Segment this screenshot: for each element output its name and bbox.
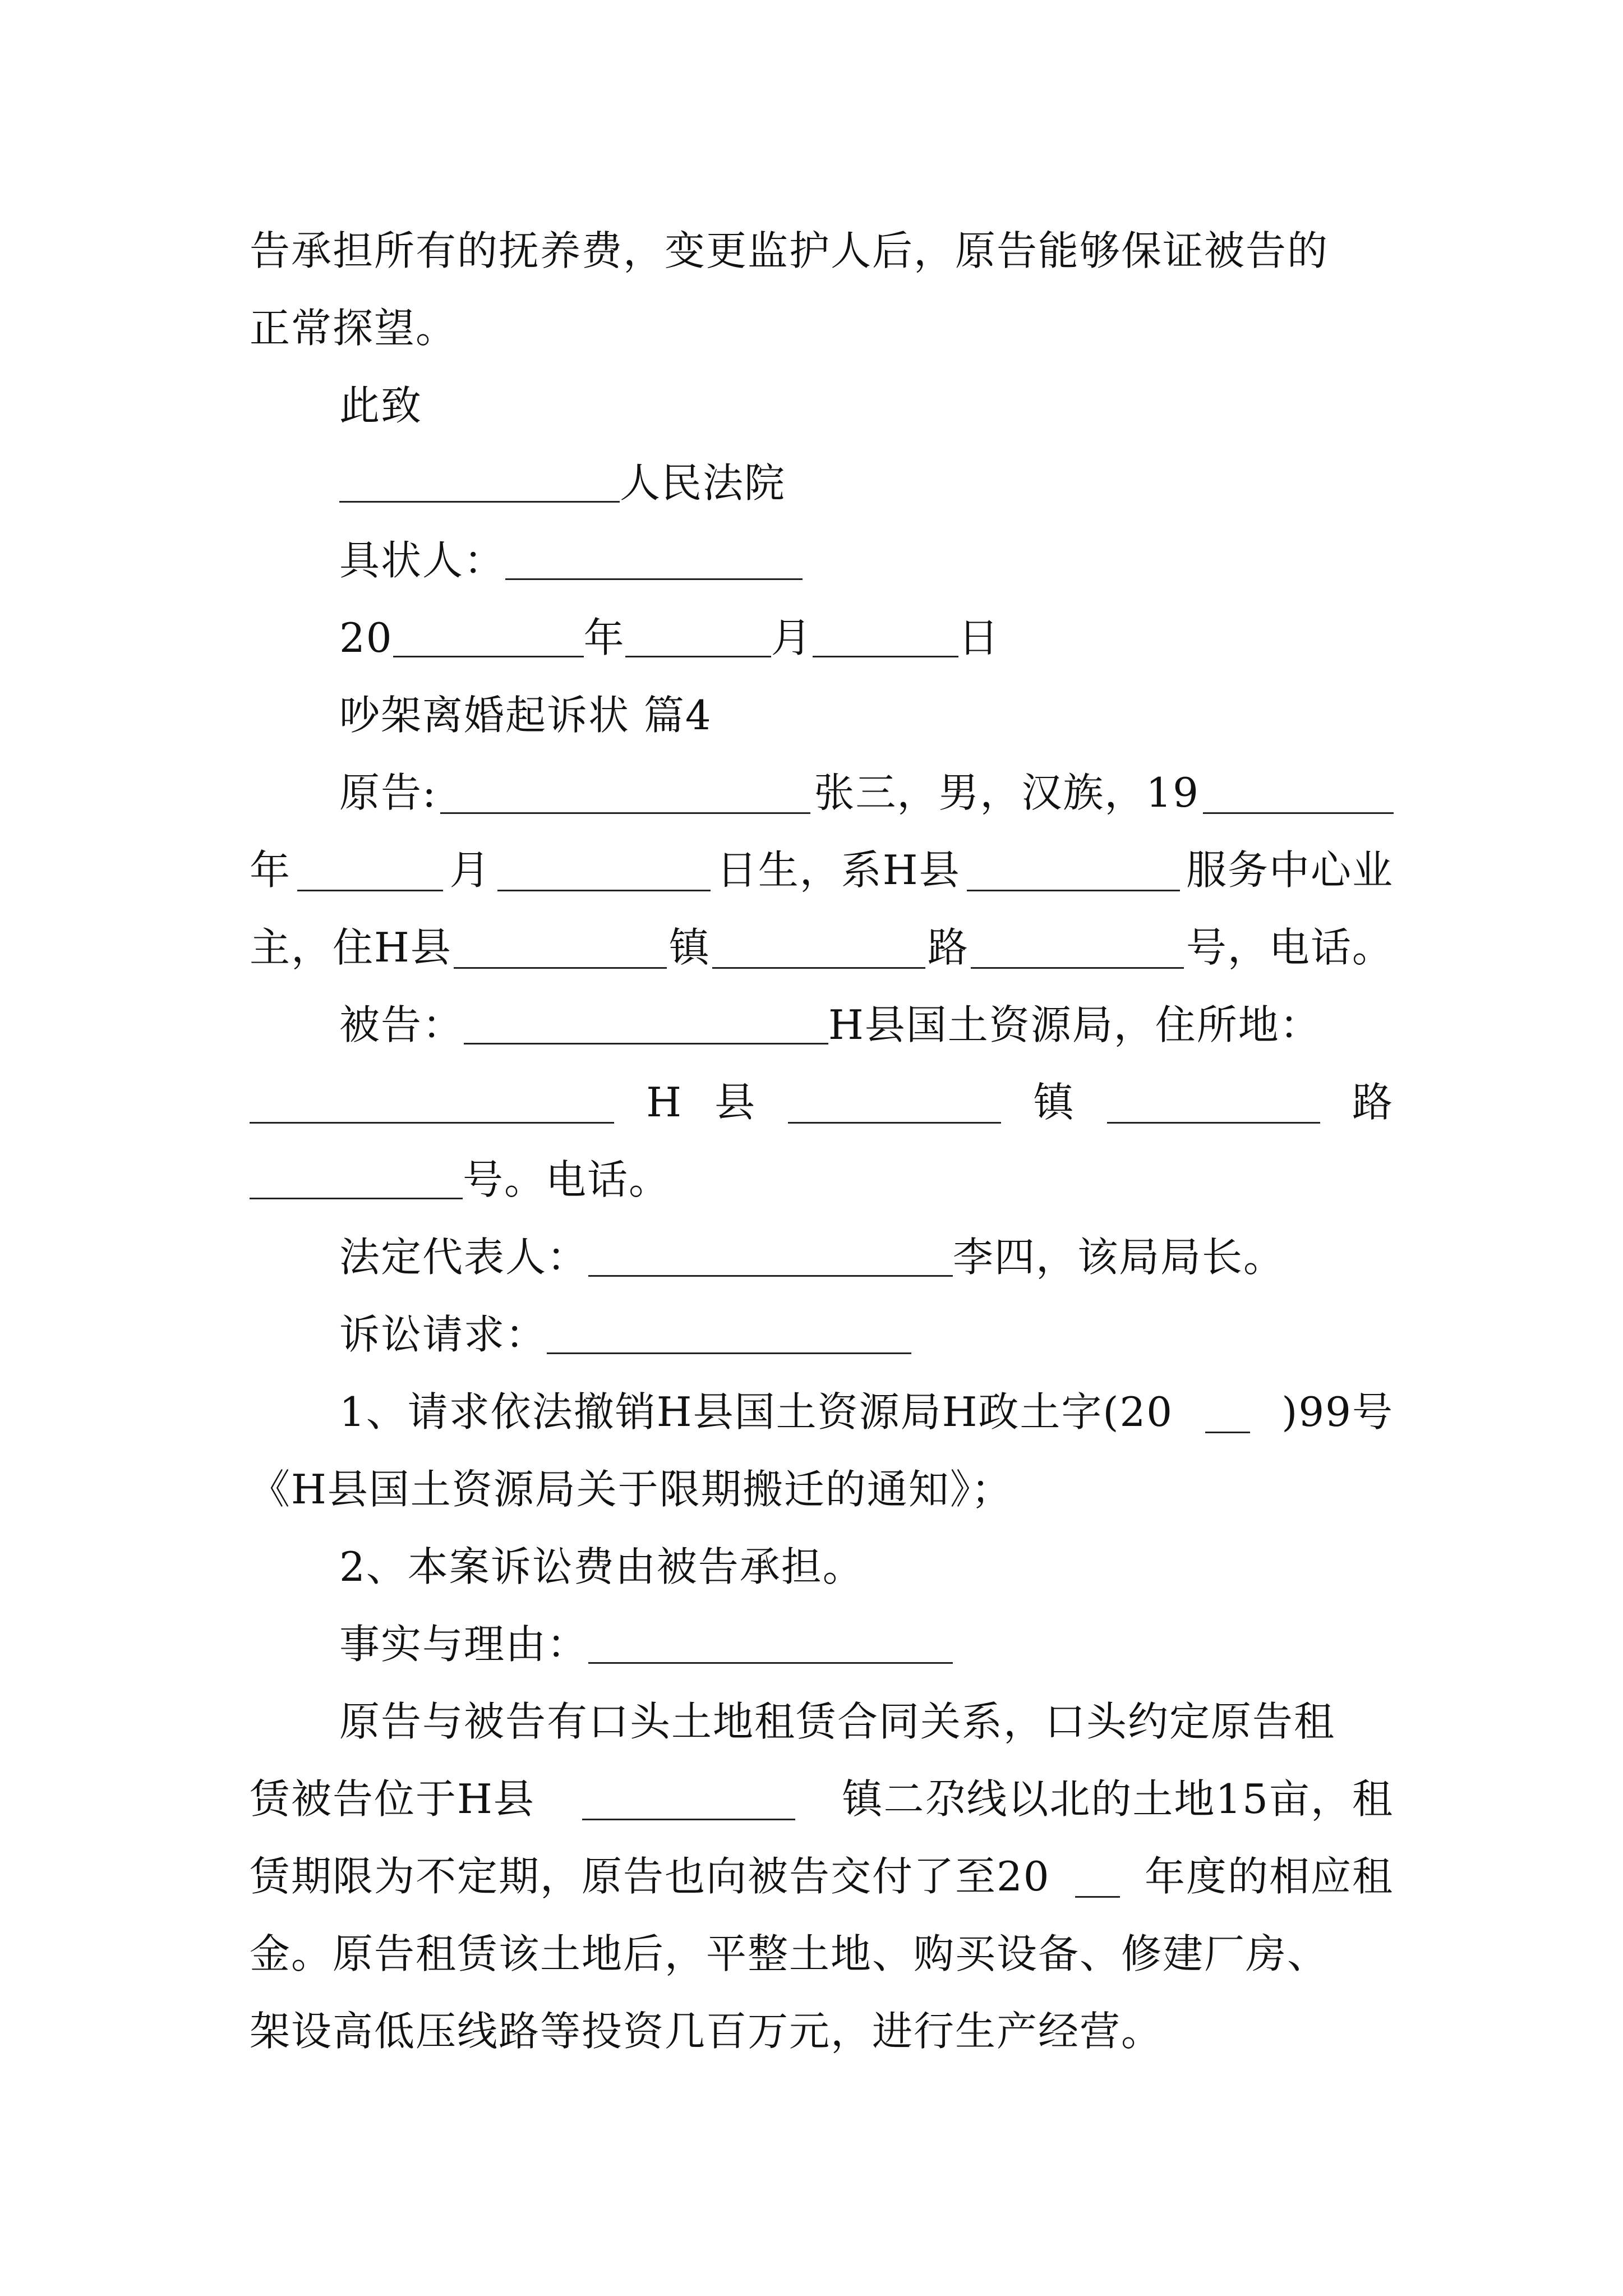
text: 正常探望。: [250, 305, 458, 352]
text: 20: [339, 614, 393, 661]
text: )99号: [1281, 1388, 1394, 1435]
fill-blank: [1203, 772, 1394, 814]
paragraph-line: [250, 1451, 1394, 1528]
text: 镇: [668, 924, 711, 971]
claim-item: [250, 1528, 1394, 1605]
text: 月: [449, 846, 491, 894]
fill-blank: [250, 1082, 614, 1124]
text: 金。原告租赁该土地后，平整土地、购买设备、修建厂房、: [250, 1930, 1329, 1977]
text: 主，住H县: [250, 924, 452, 971]
plaintiff-signature-line: [250, 522, 1394, 599]
fill-blank: [505, 538, 803, 580]
paragraph-line: [250, 1760, 1394, 1838]
paragraph-line: [250, 1993, 1394, 2070]
text: H县国土资源局，住所地：: [828, 1001, 1321, 1048]
claim-item: [250, 1373, 1394, 1451]
text: 县: [714, 1079, 757, 1126]
text: 诉讼请求：: [339, 1311, 547, 1358]
text: 镇二尕线以北的土地15亩，租: [842, 1775, 1394, 1823]
text: 号。电话。: [463, 1156, 671, 1203]
text: 事实与理由：: [339, 1621, 589, 1668]
text: 2、本案诉讼费由被告承担。: [339, 1543, 864, 1590]
paragraph-line: [250, 1141, 1394, 1218]
fill-blank: [1075, 1856, 1120, 1898]
fill-blank: [454, 927, 667, 969]
fill-blank: [547, 1312, 911, 1354]
paragraph-line: [250, 909, 1394, 986]
paragraph-line: [250, 1064, 1394, 1141]
text: 《H县国土资源局关于限期搬迁的通知》；: [250, 1466, 1013, 1513]
date-line: [250, 599, 1394, 677]
paragraph-line: [250, 1838, 1394, 1915]
text: 告承担所有的抚养费，变更监护人后，原告能够保证被告的: [250, 227, 1329, 274]
text: 年度的相应租: [1144, 1853, 1394, 1900]
text: 1、请求依法撤销H县国土资源局H政土字(20: [339, 1388, 1174, 1435]
court-line: [250, 444, 1394, 522]
text: 路: [1352, 1079, 1394, 1126]
text: 法定代表人：: [339, 1234, 589, 1281]
defendant-line: [250, 986, 1394, 1064]
salutation: [250, 367, 1394, 444]
fill-blank: [971, 927, 1184, 969]
text: 年: [583, 614, 625, 661]
text: 日生，系H县: [716, 846, 961, 894]
plaintiff-line: [250, 754, 1394, 831]
text: 赁被告位于H县: [250, 1775, 535, 1823]
text: 服务中心业: [1186, 846, 1394, 894]
paragraph-line: [250, 212, 1394, 289]
paragraph-line: [250, 289, 1394, 367]
text: 路: [927, 924, 969, 971]
section-heading: [250, 677, 1394, 754]
fill-blank: [582, 1778, 795, 1820]
text: 架设高低压线路等投资几百万元，进行生产经营。: [250, 2008, 1163, 2055]
text: 原告:: [339, 769, 437, 816]
fill-blank: [464, 1002, 828, 1045]
text: 具状人：: [339, 537, 506, 584]
text: 月: [771, 614, 813, 661]
text: 李四，该局局长。: [953, 1234, 1285, 1281]
fill-blank: [1205, 1391, 1250, 1433]
fill-blank: [393, 615, 584, 657]
paragraph-line: [250, 1915, 1394, 1993]
fill-blank: [588, 1235, 953, 1277]
text: 原告与被告有口头土地租赁合同关系，口头约定原告租: [339, 1698, 1336, 1745]
document-body: [250, 212, 1394, 2070]
fill-blank: [440, 772, 810, 814]
text: 年: [250, 846, 292, 894]
fill-blank: [339, 461, 620, 503]
fill-blank: [967, 849, 1180, 891]
facts-heading: [250, 1605, 1394, 1683]
text: H: [646, 1079, 683, 1126]
fill-blank: [712, 927, 925, 969]
fill-blank: [588, 1622, 953, 1664]
fill-blank: [813, 615, 958, 657]
text: 日: [958, 614, 1000, 661]
paragraph-line: [250, 831, 1394, 909]
text: 赁期限为不定期，原告也向被告交付了至20: [250, 1853, 1050, 1900]
fill-blank: [1107, 1082, 1320, 1124]
paragraph-line: [250, 1683, 1394, 1760]
text: 被告：: [339, 1001, 464, 1048]
claims-heading: [250, 1296, 1394, 1373]
fill-blank: [625, 615, 771, 657]
fill-blank: [250, 1157, 463, 1199]
fill-blank: [497, 849, 711, 891]
text: 此致: [339, 382, 423, 429]
text: 人民法院: [620, 459, 786, 507]
fill-blank: [788, 1082, 1001, 1124]
fill-blank: [297, 849, 443, 891]
legal-representative-line: [250, 1218, 1394, 1296]
text: 张三，男，汉族，19: [814, 769, 1200, 816]
text: 镇: [1033, 1079, 1075, 1126]
text: 吵架离婚起诉状 篇4: [339, 692, 712, 739]
text: 号，电话。: [1186, 924, 1394, 971]
